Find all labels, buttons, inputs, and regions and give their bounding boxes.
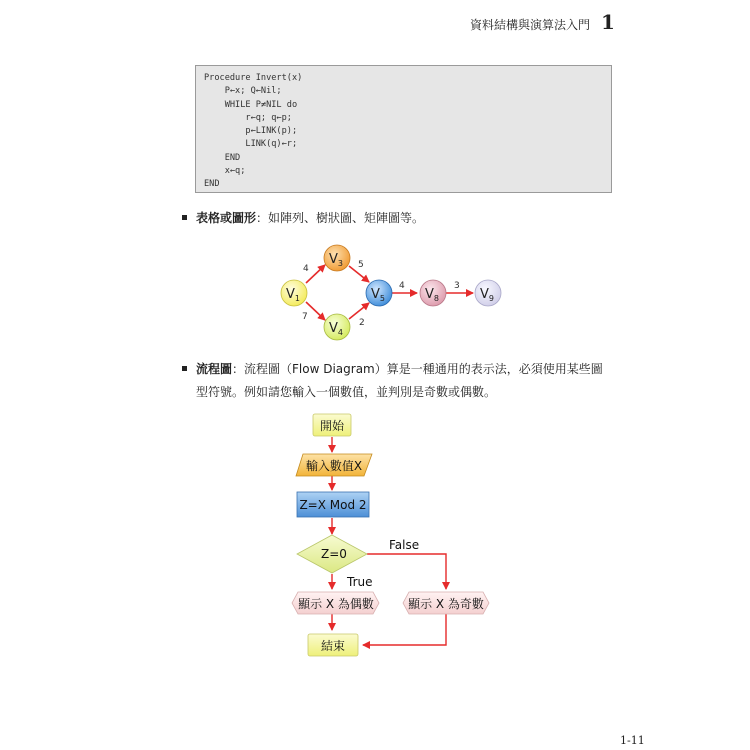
flow-end-terminal bbox=[308, 634, 358, 656]
svg-text:開始: 開始 bbox=[319, 419, 345, 433]
running-header-title: 資料結構與演算法入門 bbox=[469, 18, 590, 32]
section1-desc: ：如陣列、樹狀圖、矩陣圖等。 bbox=[256, 211, 425, 225]
section2-line2: 型符號。例如請您輸入一個數值，並判別是奇數或偶數。 bbox=[196, 385, 497, 399]
flow-arrow-decision-odd bbox=[367, 554, 446, 589]
svg-text:V1: $V_1$ bbox=[286, 287, 300, 303]
flow-output-even bbox=[292, 592, 379, 614]
code-line: LINK(q)←r; bbox=[204, 139, 298, 150]
code-line: x←q; bbox=[204, 166, 246, 177]
code-line: r←q; q←p; bbox=[204, 112, 292, 123]
edge-v1-v4 bbox=[306, 302, 325, 320]
weight-v8-v9: 3 bbox=[454, 281, 460, 291]
code-line: WHILE P≠NIL do bbox=[204, 99, 298, 110]
code-line: END bbox=[204, 179, 220, 190]
code-line: P←x; Q←Nil; bbox=[204, 86, 282, 97]
flow-process-box bbox=[297, 492, 369, 517]
svg-text:結束: 結束 bbox=[320, 639, 346, 653]
weight-v4-v5: 2 bbox=[359, 318, 365, 328]
code-line: p←LINK(p); bbox=[204, 126, 298, 137]
section2-term: 流程圖 bbox=[196, 362, 233, 376]
flow-decision-diamond bbox=[297, 535, 367, 573]
weight-v1-v3: 4 bbox=[303, 264, 309, 274]
edge-v4-v5 bbox=[349, 303, 369, 319]
graph-node-v3 bbox=[324, 245, 350, 271]
flow-false-label: False bbox=[389, 538, 420, 552]
code-line: END bbox=[204, 152, 241, 163]
svg-text:V9: $V_9$ bbox=[480, 287, 494, 303]
graph-node-v1 bbox=[281, 280, 307, 306]
flow-input-parallelogram bbox=[296, 454, 372, 476]
flow-arrow-odd-end bbox=[363, 614, 446, 645]
weight-v3-v5: 5 bbox=[358, 260, 364, 270]
page-number: 1-11 bbox=[620, 734, 645, 747]
svg-text:V8: $V_8$ bbox=[425, 287, 439, 303]
section1-term: 表格或圖形 bbox=[196, 211, 257, 225]
graph-node-v4 bbox=[324, 314, 350, 340]
svg-text:Z=X Mod 2: Z=X Mod 2 bbox=[299, 498, 367, 512]
graph-node-v8 bbox=[420, 280, 446, 306]
weight-v1-v4: 7 bbox=[302, 312, 308, 322]
edge-v1-v3 bbox=[306, 265, 325, 283]
svg-text:V3: $V_3$ bbox=[329, 252, 343, 268]
svg-text:顯示 X 為偶數: 顯示 X 為偶數 bbox=[298, 597, 374, 611]
flow-true-label: True bbox=[347, 575, 373, 589]
svg-text:V5: $V_5$ bbox=[371, 287, 385, 303]
svg-text:Z=0: Z=0 bbox=[321, 547, 347, 561]
chapter-number: 1 bbox=[601, 10, 615, 34]
svg-text:輸入數值X: 輸入數值X bbox=[305, 459, 363, 473]
weight-v5-v8: 4 bbox=[399, 281, 405, 291]
graph-node-v9 bbox=[475, 280, 501, 306]
section2-line1: ：流程圖（Flow Diagram）算是一種通用的表示法，必須使用某些圖 bbox=[232, 362, 603, 376]
svg-text:V4: $V_4$ bbox=[329, 321, 343, 337]
flow-output-odd bbox=[403, 592, 489, 614]
svg-text:顯示 X 為奇數: 顯示 X 為奇數 bbox=[408, 597, 484, 611]
graph-node-v5 bbox=[366, 280, 392, 306]
code-line: Procedure Invert(x) bbox=[204, 73, 303, 83]
flow-start-terminal bbox=[313, 414, 351, 436]
